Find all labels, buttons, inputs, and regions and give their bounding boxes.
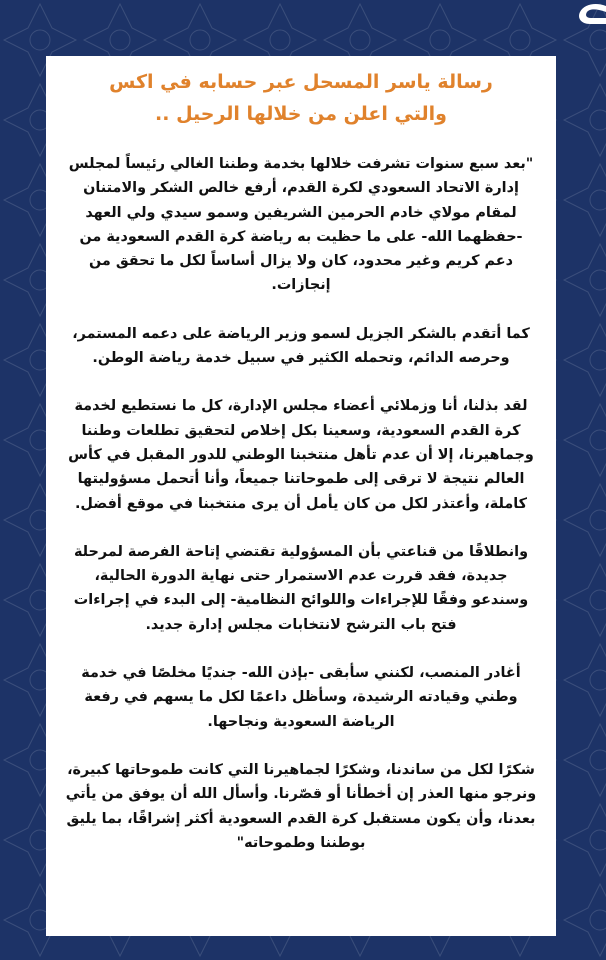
paragraph-4: وانطلاقًا من قناعتي بأن المسؤولية تقتضي إتاحة الفرصة لمرحلة جديدة، فقد قررت عدم الاستمرار حتى نهاية الدورة الحالية، وسندعو وفقًا للإجراءات واللوائح النظامية- إلى البدء في إجراءات فتح باب الترشح لانتخابات مجلس إدارة جديد. <box>73 543 529 633</box>
letter-body <box>64 152 538 855</box>
title-line-1: رسالة ياسر المسحل عبر حسابه في اكس <box>109 71 493 93</box>
paragraph-6: شكرًا لكل من ساندنا، وشكرًا لجماهيرنا التي كانت طموحاتها كبيرة، ونرجو منها العذر إن أخطأنا أو قصّرنا. وأسأل الله أن يوفق من يأتي بعدنا، وأن يكون مستقبل كرة القدم السعودية أكثر إشراقًا، بما يليق بوطننا وطموحاته" <box>65 761 537 851</box>
paragraph-5: أغادر المنصب، لكنني سأبقى -بإذن الله- جنديًا مخلصًا في خدمة وطني وقيادته الرشيدة، وسأظل داعمًا لكل ما يسهم في رفعة الرياضة السعودية ونجاحها. <box>81 665 521 730</box>
paragraph-3: لقد بذلنا، أنا وزملائي أعضاء مجلس الإدارة، كل ما نستطيع لخدمة كرة القدم السعودية، وسعينا بكل إخلاص لتحقيق تطلعات وطننا وجماهيرنا، إلا أن عدم تأهل منتخبنا الوطني للدور المقبل في كأس العالم نتيجة لا ترقى إلى طموحاتنا جميعاً، وأنا أتحمل مسؤوليتها كاملة، وأعتذر لكل من كان يأمل أن يرى منتخبنا في موقع أفضل. <box>68 398 534 512</box>
paragraph-2: كما أتقدم بالشكر الجزيل لسمو وزير الرياضة على دعمه المستمر، وحرصه الدائم، وتحمله الكثير في سبيل خدمة رياضة الوطن. <box>72 325 530 367</box>
title-line-2: والتي اعلن من خلالها الرحيل .. <box>155 103 447 125</box>
paragraph-1: "بعد سبع سنوات تشرفت خلالها بخدمة وطننا الغالي رئيساً لمجلس إدارة الاتحاد السعودي لكرة القدم، أرفع خالص الشكر والامتنان لمقام مولاي خادم الحرمين الشريفين وسمو سيدي ولي العهد -حفظهما الله- على ما حظيت به رياضة كرة القدم السعودية من دعم كريم وغير محدود، كان ولا يزال أساساً لكل ما تحقق من إنجازات. <box>68 156 534 294</box>
letter-card <box>46 56 556 936</box>
letter-title <box>64 66 538 130</box>
logo-icon <box>572 0 606 30</box>
